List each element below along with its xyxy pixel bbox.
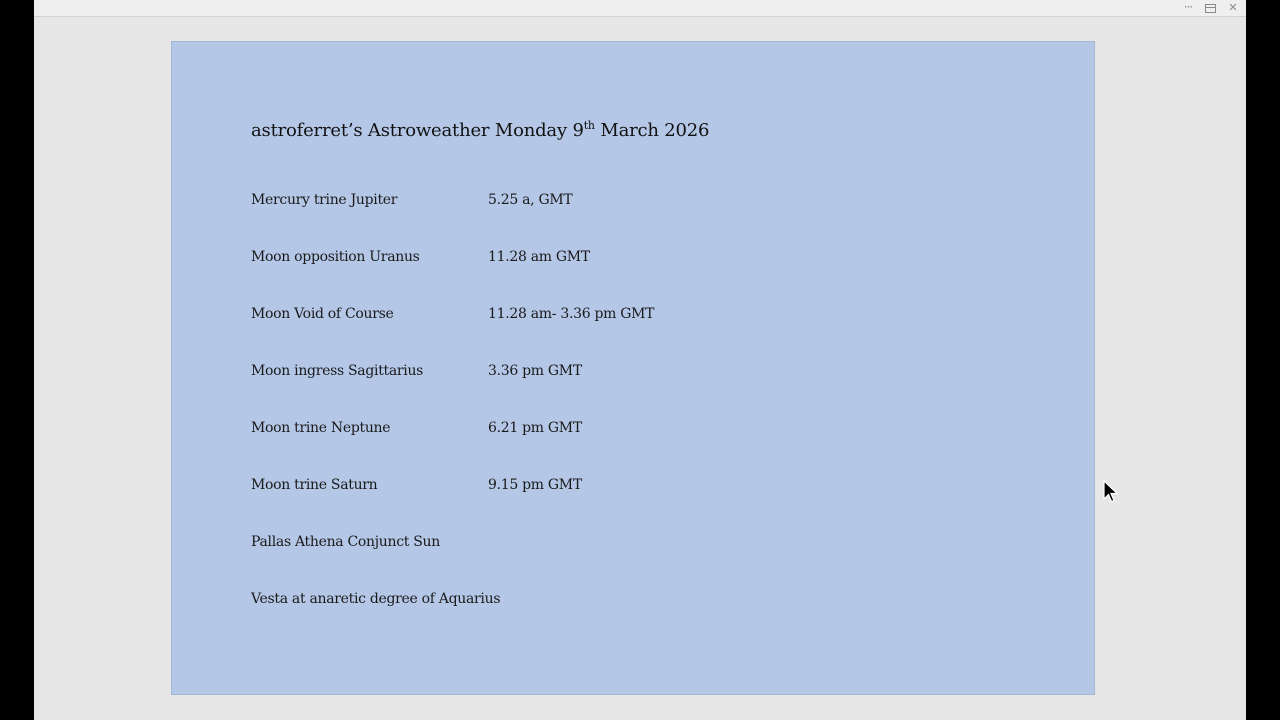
slide-title (251, 120, 709, 141)
event-row (251, 420, 1051, 444)
event-row (251, 534, 1051, 558)
event-name: Vesta at anaretic degree of Aquarius (251, 591, 501, 607)
close-icon[interactable]: ✕ (1228, 1, 1238, 14)
title-main: astroferret’s Astroweather Monday 9 (251, 120, 584, 141)
presentation-window (34, 0, 1246, 720)
event-name: Moon trine Saturn (251, 477, 378, 493)
mouse-pointer-icon (1103, 480, 1119, 504)
more-options-icon[interactable]: ··· (1183, 0, 1193, 14)
event-time: 6.21 pm GMT (488, 420, 582, 436)
title-month-year: March 2026 (594, 120, 710, 141)
restore-window-icon[interactable] (1200, 0, 1220, 16)
event-name: Moon trine Neptune (251, 420, 391, 436)
event-name: Pallas Athena Conjunct Sun (251, 534, 440, 550)
event-time: 11.28 am GMT (488, 249, 590, 265)
event-time: 9.15 pm GMT (488, 477, 582, 493)
event-row (251, 192, 1051, 216)
event-row (251, 363, 1051, 387)
event-time: 11.28 am- 3.36 pm GMT (488, 306, 655, 322)
slide (172, 42, 1094, 694)
event-time: 5.25 a, GMT (488, 192, 573, 208)
event-row (251, 306, 1051, 330)
title-ordinal: th (583, 119, 595, 132)
event-name: Mercury trine Jupiter (251, 192, 398, 208)
event-name: Moon ingress Sagittarius (251, 363, 424, 379)
event-time: 3.36 pm GMT (488, 363, 582, 379)
event-name: Moon Void of Course (251, 306, 394, 322)
event-row (251, 477, 1051, 501)
event-row (251, 591, 1051, 615)
event-name: Moon opposition Uranus (251, 249, 420, 265)
title-bar (34, 0, 1246, 17)
event-row (251, 249, 1051, 273)
